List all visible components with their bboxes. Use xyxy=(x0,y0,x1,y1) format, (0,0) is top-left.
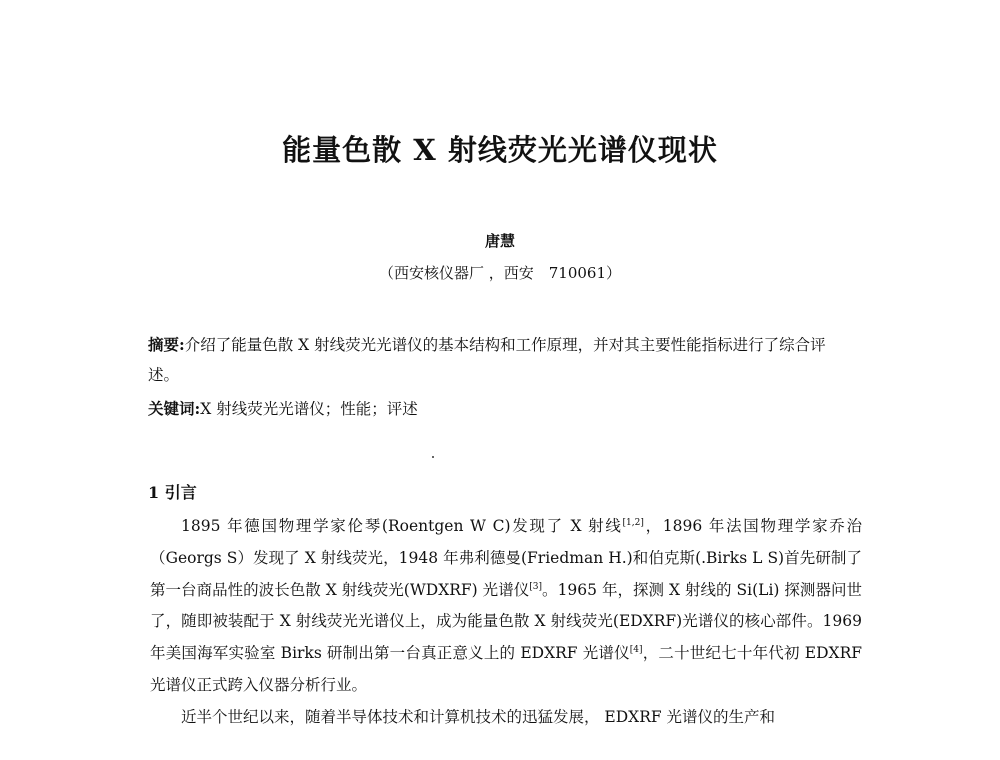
section-body xyxy=(150,511,862,734)
keywords-text: X 射线荧光光谱仪；性能；评述 xyxy=(200,400,418,418)
paragraph-1 xyxy=(150,511,862,702)
paragraph-1-part-2: ，1896 年法国物理学家乔治（Georgs S）发现了 X 射线荧光，1948 年弗利德曼(Friedman H.)和伯克斯(.Birks L S)首先研制了第一台商品性的波长色散 X 射线荧光(WDXRF) 光谱仪 xyxy=(150,517,863,599)
keywords xyxy=(148,394,848,424)
stray-dot xyxy=(432,456,434,458)
abstract xyxy=(148,330,848,390)
paragraph-1-part-1: 1895 年德国物理学家伦琴(Roentgen W C)发现了 X 射线 xyxy=(181,517,623,535)
abstract-text: 介绍了能量色散 X 射线荧光光谱仪的基本结构和工作原理，并对其主要性能指标进行了综合评述。 xyxy=(148,336,826,384)
abstract-label: 摘要: xyxy=(148,335,185,354)
author-name: 唐慧 xyxy=(484,232,515,250)
citation-3: [3] xyxy=(529,581,543,592)
paragraph-1-part-3: 。1965 年，探测 X 射线的 Si(Li) 探测器问世了，随即被装配于 X 射线荧光光谱仪上，成为能量色散 X 射线荧光(EDXRF)光谱仪的核心部件。1969 年美国海军实验室 Birks 研制出第一台真正意义上的 EDXRF 光谱仪 xyxy=(150,580,863,663)
section-heading: 1 引言 xyxy=(148,483,197,502)
author-affiliation: （西安核仪器厂 ，西安 710061） xyxy=(378,264,622,282)
citation-1-2: [1,2] xyxy=(622,517,644,528)
paragraph-2: 近半个世纪以来，随着半导体技术和计算机技术的迅猛发展， EDXRF 光谱仪的生产和 xyxy=(181,707,776,726)
paper-title: 能量色散 X 射线荧光光谱仪现状 xyxy=(282,133,718,167)
citation-4: [4] xyxy=(629,645,643,656)
keywords-label: 关键词: xyxy=(148,399,201,418)
paragraph-1-part-4: ，二十世纪七十年代初 EDXRF 光谱仪正式跨入仪器分析行业。 xyxy=(150,644,862,694)
